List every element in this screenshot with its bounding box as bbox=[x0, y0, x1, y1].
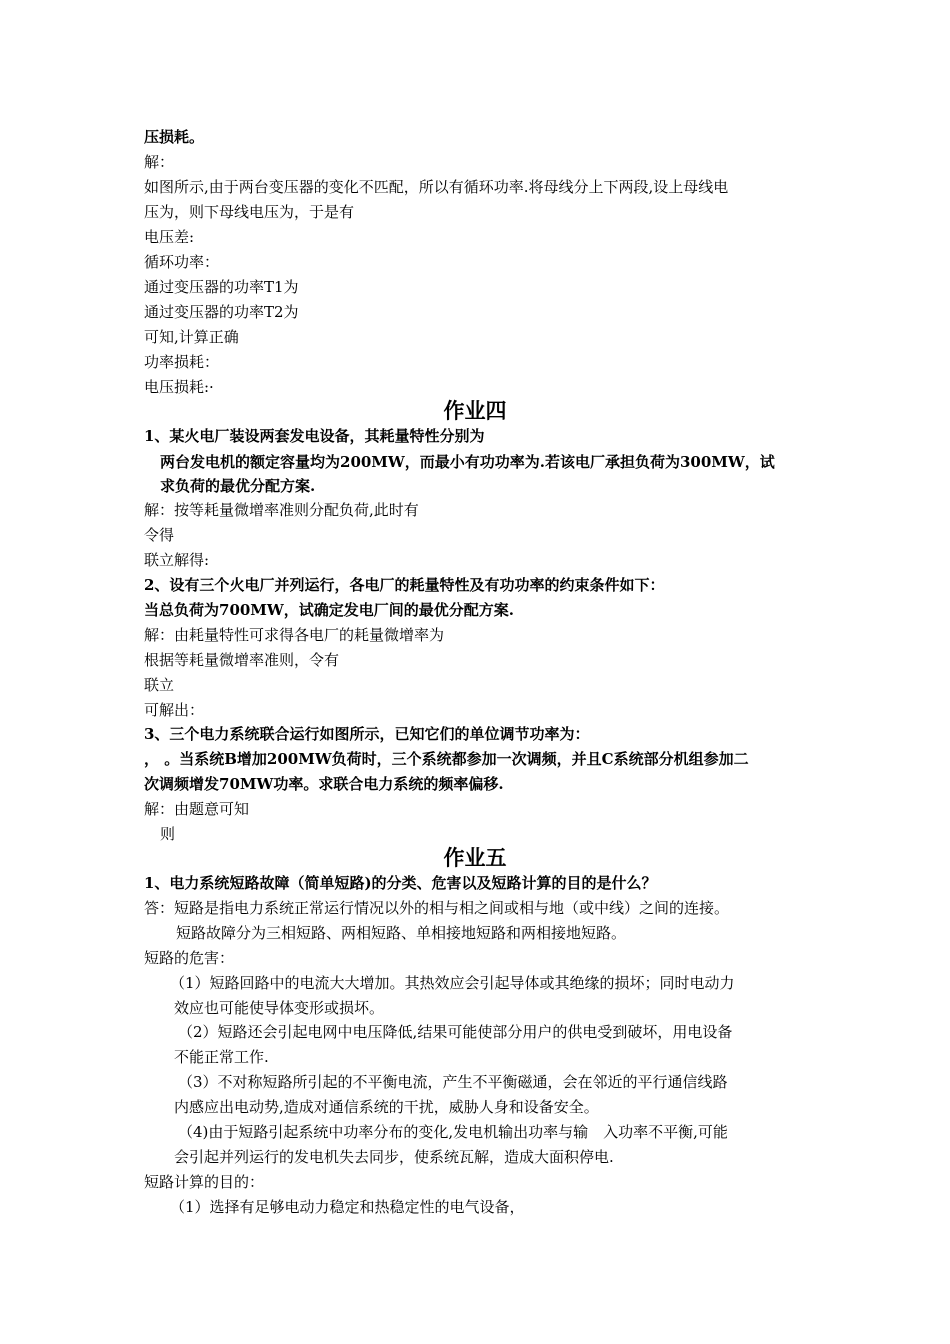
answer-line: 短路故障分为三相短路、两相短路、单相接地短路和两相接地短路。 bbox=[176, 924, 627, 942]
question-line: 2、设有三个火电厂并列运行，各电厂的耗量特性及有功功率的约束条件如下： bbox=[144, 576, 665, 594]
harm-item-line: 不能正常工作. bbox=[174, 1048, 269, 1066]
purpose-label: 短路计算的目的： bbox=[144, 1173, 265, 1191]
harm-item-line: （3）不对称短路所引起的不平衡电流，产生不平衡磁通，会在邻近的平行通信线路 bbox=[178, 1073, 728, 1091]
solution-line: 解：按等耗量微增率准则分配负荷,此时有 bbox=[144, 501, 419, 519]
solution-line: 解：由耗量特性可求得各电厂的耗量微增率为 bbox=[144, 626, 445, 644]
solution-line: 根据等耗量微增率准则，令有 bbox=[144, 651, 340, 669]
harm-item-line: （1）短路回路中的电流大大增加。其热效应会引起导体或其绝缘的损坏；同时电动力 bbox=[170, 974, 735, 992]
homework-4-title: 作业四 bbox=[443, 399, 507, 423]
question-line: ， 。当系统B增加200MW负荷时，三个系统都参加一次调频，并且C系统部分机组参加二 bbox=[144, 750, 749, 768]
t2-power-line: 通过变压器的功率T2为 bbox=[144, 303, 299, 321]
harm-item-line: （4)由于短路引起系统中功率分布的变化,发电机输出功率与输 入功率不平衡,可能 bbox=[178, 1123, 728, 1141]
solution-line: 解：由题意可知 bbox=[144, 800, 250, 818]
question-line: 1、电力系统短路故障（简单短路)的分类、危害以及短路计算的目的是什么？ bbox=[144, 874, 657, 892]
harm-item-line: 效应也可能使导体变形或损坏。 bbox=[174, 999, 385, 1017]
question-line: 3、三个电力系统联合运行如图所示，已知它们的单位调节功率为： bbox=[144, 725, 590, 743]
question-line: 两台发电机的额定容量均为200MW，而最小有功功率为.若该电厂承担负荷为300MW，试 bbox=[160, 453, 775, 471]
question-line: 次调频增发70MW功率。求联合电力系统的频率偏移. bbox=[144, 775, 504, 793]
paragraph-line: 如图所示,由于两台变压器的变化不匹配，所以有循环功率.将母线分上下两段,设上母线电 bbox=[144, 178, 729, 196]
voltage-diff-line: 电压差: bbox=[144, 228, 195, 246]
question-line: 当总负荷为700MW，试确定发电厂间的最优分配方案. bbox=[144, 601, 514, 619]
harm-item-line: 内感应出电动势,造成对通信系统的干扰，威胁人身和设备安全。 bbox=[174, 1098, 599, 1116]
solution-label: 解： bbox=[144, 153, 175, 171]
section-heading-tail: 压损耗。 bbox=[144, 128, 205, 146]
solution-line: 可解出： bbox=[144, 701, 205, 719]
question-line: 求负荷的最优分配方案. bbox=[160, 477, 316, 495]
solution-line: 联立 bbox=[144, 676, 175, 694]
correct-line: 可知,计算正确 bbox=[144, 328, 239, 346]
answer-line: 答：短路是指电力系统正常运行情况以外的相与相之间或相与地（或中线）之间的连接。 bbox=[144, 899, 730, 917]
solution-line: 联立解得: bbox=[144, 551, 210, 569]
circulating-power-line: 循环功率： bbox=[144, 253, 220, 271]
solution-line: 令得 bbox=[144, 526, 175, 544]
solution-line: 则 bbox=[160, 825, 176, 843]
homework-5-title: 作业五 bbox=[443, 846, 507, 870]
power-loss-line: 功率损耗： bbox=[144, 353, 220, 371]
t1-power-line: 通过变压器的功率T1为 bbox=[144, 278, 299, 296]
harm-item-line: （2）短路还会引起电网中电压降低,结果可能使部分用户的供电受到破坏，用电设备 bbox=[178, 1023, 733, 1041]
purpose-item-line: （1）选择有足够电动力稳定和热稳定性的电气设备， bbox=[170, 1198, 525, 1216]
harm-label: 短路的危害： bbox=[144, 949, 235, 967]
paragraph-line: 压为，则下母线电压为，于是有 bbox=[144, 203, 355, 221]
harm-item-line: 会引起并列运行的发电机失去同步，使系统瓦解，造成大面积停电. bbox=[174, 1148, 614, 1166]
voltage-loss-line: 电压损耗:· bbox=[144, 378, 214, 396]
question-line: 1、某火电厂装设两套发电设备，其耗量特性分别为 bbox=[144, 427, 485, 445]
